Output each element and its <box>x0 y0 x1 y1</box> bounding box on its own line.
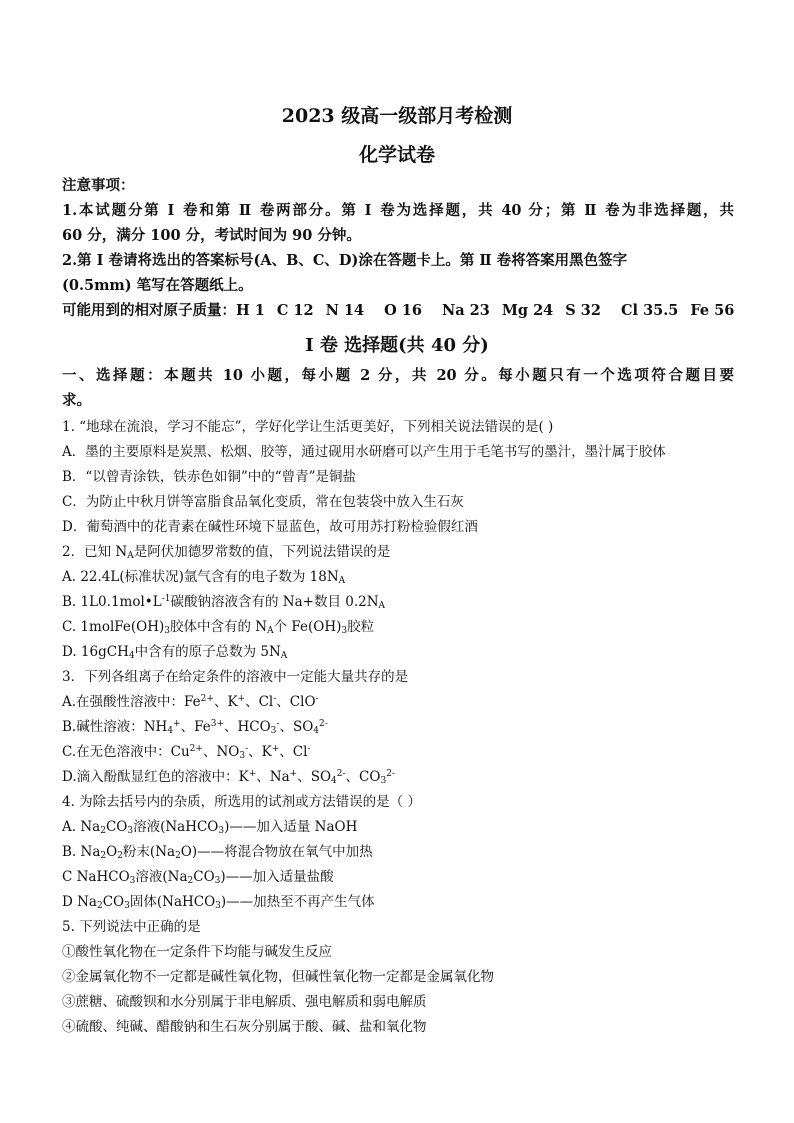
question-5-stem: 5. 下列说法中正确的是 <box>62 919 201 935</box>
question-3-option-a: A.在强酸性溶液中：$Fe^{2+}$、K+、Cl-、ClO- <box>62 694 319 710</box>
section-title: Ⅰ 卷 选择题(共 40 分) <box>305 335 489 356</box>
mass-item: N 14 <box>325 302 365 319</box>
question-2-option-a: A. 22.4L(标准状况)氩气含有的电子数为 $18N_A$ <box>62 569 346 586</box>
question-1-option-d: D．葡萄酒中的花青素在碱性环境下显蓝色，故可用苏打粉检验假红酒 <box>62 519 478 535</box>
exam-subtitle: 化学试卷 <box>358 144 435 166</box>
question-1-stem: 1. “地球在流浪，学习不能忘”，学好化学让生活更美好，下列相关说法错误的是( ) <box>62 419 554 435</box>
mass-item: Cl 35.5 <box>620 302 679 319</box>
question-2-stem: 2．已知 $N_A$是阿伏加德罗常数的值，下列说法错误的是 <box>62 544 391 561</box>
mass-item: C 12 <box>276 302 314 319</box>
question-3-option-b: B.碱性溶液：$NH_4^+$、$Fe^{3+}$、$HCO_3^-$、$SO_4^{2-}$ <box>62 719 328 736</box>
atomic-masses <box>62 299 746 320</box>
section-instruction-tail: 求。 <box>62 392 91 409</box>
question-5-item-2: ②金属氧化物不一定都是碱性氧化物，但碱性氧化物一定都是金属氧化物 <box>62 969 494 985</box>
mass-item: Fe 56 <box>690 302 735 319</box>
section-instruction: 一、选择题：本题共 10 小题，每小题 2 分，共 20 分。每小题只有一个选项符合题目要 <box>62 367 734 384</box>
question-1-option-a: A．墨的主要原料是炭黑、松烟、胶等，通过砚用水研磨可以产生用于毛笔书写的墨汁，墨汁属于胶体 <box>62 444 666 460</box>
notice-line-4: (0.5mm) 笔写在答题纸上。 <box>62 277 253 294</box>
question-5-item-3: ③蔗糖、硫酸钡和水分别属于非电解质、强电解质和弱电解质 <box>62 994 427 1010</box>
question-3-option-d: D.滴入酚酞显红色的溶液中：K+、Na+、$SO_4^{2-}$、$CO_3^{2-}$ <box>62 769 395 786</box>
atomic-masses-label: 可能用到的相对原子质量： <box>62 302 236 319</box>
mass-item: Na 23 <box>441 302 490 319</box>
question-2-option-c: C. $1molFe(OH)_3$胶体中含有的 $N_A$个 $Fe(OH)_3$胶粒 <box>62 619 375 636</box>
mass-item: S 32 <box>565 302 601 319</box>
notice-line-2: 60 分，满分 100 分，考试时间为 90 分钟。 <box>62 227 361 244</box>
question-5-item-1: ①酸性氧化物在一定条件下均能与碱发生反应 <box>62 944 332 960</box>
question-4-option-b: B. $Na_2O_2$粉末$(Na_2O)——$将混合物放在氧气中加热 <box>62 844 373 861</box>
mass-item: Mg 24 <box>501 302 554 319</box>
notice-line-3: 2.第 Ⅰ 卷请将选出的答案标号(A、B、C、D)涂在答题卡上。第 Ⅱ 卷将答案用黑色签字 <box>62 252 628 269</box>
exam-title: 2023 级高一级部月考检测 <box>281 105 513 127</box>
question-3-stem: 3．下列各组离子在给定条件的溶液中一定能大量共存的是 <box>62 669 409 685</box>
notice-line-1: 1.本试题分第 Ⅰ 卷和第 Ⅱ 卷两部分。第 Ⅰ 卷为选择题，共 40 分；第 Ⅱ 卷为非选择题，共 <box>62 202 734 219</box>
question-4-option-d: D $Na_2CO_3$固体(NaHCO$_3$)——加热至不再产生气体 <box>62 894 375 911</box>
mass-item: O 16 <box>384 302 422 319</box>
question-5-item-4: ④硫酸、纯碱、醋酸钠和生石灰分别属于酸、碱、盐和氧化物 <box>62 1019 427 1035</box>
question-2-option-b: B. $1L0.1mol•L^{-1}$碳酸钠溶液含有的 Na+数目 $0.2N_A$ <box>62 594 386 611</box>
question-1-option-b: B．“以曾青涂铁，铁赤色如铜”中的“曾青”是铜盐 <box>62 469 357 485</box>
question-4-option-c: C NaHCO$_3$溶液$(Na_2CO_3)——$加入适量盐酸 <box>62 869 334 886</box>
notice-heading: 注意事项： <box>62 177 135 194</box>
question-2-option-d: D. 16gCH$_4$中含有的原子总数为 $5N_A$ <box>62 644 288 661</box>
question-1-option-c: C．为防止中秋月饼等富脂食品氧化变质，常在包装袋中放入生石灰 <box>62 494 464 510</box>
question-4-stem: 4. 为除去括号内的杂质，所选用的试剂或方法错误的是（ ） <box>62 794 421 810</box>
question-4-option-a: A. $Na_2CO_3$溶液(NaHCO$_3$)——加入适量 NaOH <box>62 819 358 836</box>
question-3-option-c: C.在无色溶液中：$Cu^{2+}$、$NO_3^-$、K+、Cl- <box>62 744 311 761</box>
mass-item: H 1 <box>236 302 265 319</box>
